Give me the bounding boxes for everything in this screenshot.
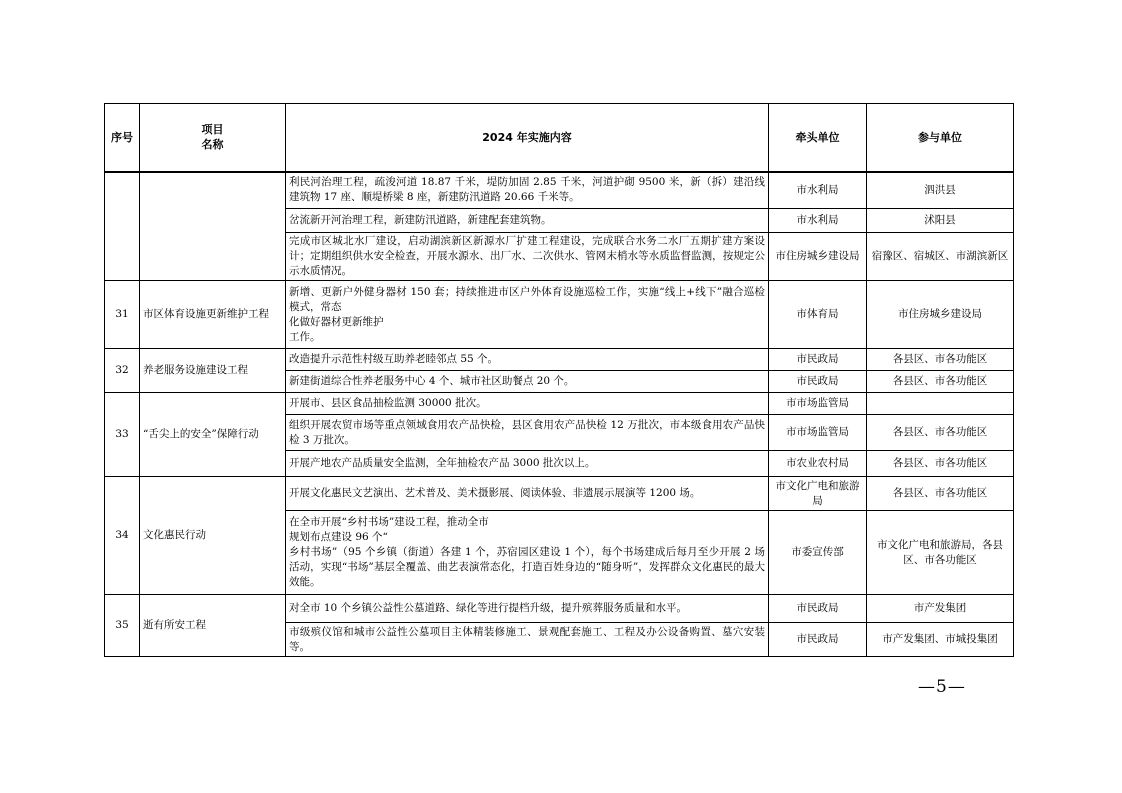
row-lead: 市市场监管局 — [769, 393, 867, 415]
row-content: 开展产地农产品质量安全监测，全年抽检农产品 3000 批次以上。 — [286, 451, 769, 477]
row-partners: 各县区、市各功能区 — [867, 451, 1014, 477]
row-partners: 市产发集团、市城投集团 — [867, 623, 1014, 657]
row-lead: 市委宣传部 — [769, 511, 867, 595]
row-name: 逝有所安工程 — [140, 595, 286, 657]
header-partners: 参与单位 — [867, 104, 1014, 172]
row-partners — [867, 393, 1014, 415]
row-partners: 宿豫区、宿城区、市湖滨新区 — [867, 233, 1014, 281]
header-content: 2024 年实施内容 — [286, 104, 769, 172]
row-partners: 市文化广电和旅游局，各县区、市各功能区 — [867, 511, 1014, 595]
row-lead: 市市场监管局 — [769, 415, 867, 451]
row-lead: 市水利局 — [769, 172, 867, 209]
table-row — [105, 349, 1014, 371]
row-lead: 市体育局 — [769, 281, 867, 349]
row-content: 对全市 10 个乡镇公益性公墓道路、绿化等进行提档升级，提升殡葬服务质量和水平。 — [286, 595, 769, 623]
header-name-line2: 名称 — [201, 138, 224, 152]
row-partners: 市住房城乡建设局 — [867, 281, 1014, 349]
row-content: 新增、更新户外健身器材 150 套；持续推进市区户外体育设施巡检工作，实施“线上+线下”融合巡检模式，常态 化做好器材更新维护 工作。 — [286, 281, 769, 349]
header-name — [140, 104, 286, 172]
row-partners: 各县区、市各功能区 — [867, 415, 1014, 451]
row-partners: 各县区、市各功能区 — [867, 477, 1014, 511]
row-lead: 市民政局 — [769, 371, 867, 393]
row-seq: 35 — [105, 595, 140, 657]
row-content: 新建街道综合性养老服务中心 4 个、城市社区助餐点 20 个。 — [286, 371, 769, 393]
row-name: 养老服务设施建设工程 — [140, 349, 286, 393]
row-partners: 各县区、市各功能区 — [867, 371, 1014, 393]
row-lead: 市民政局 — [769, 349, 867, 371]
row-content: 开展文化惠民文艺演出、艺术普及、美术摄影展、阅读体验、非遗展示展演等 1200 场。 — [286, 477, 769, 511]
row-content: 利民河治理工程，疏浚河道 18.87 千米，堤防加固 2.85 千米，河道护砌 9500 米，新（拆）建沿线建筑物 17 座、顺堤桥梁 8 座，新建防汛道路 20.66 千米等。 — [286, 172, 769, 209]
table-row — [105, 172, 1014, 209]
row-content: 组织开展农贸市场等重点领域食用农产品快检，县区食用农产品快检 12 万批次，市本级食用农产品快检 3 万批次。 — [286, 415, 769, 451]
row-content: 开展市、县区食品抽检监测 30000 批次。 — [286, 393, 769, 415]
row-seq: 34 — [105, 477, 140, 595]
row-seq: 33 — [105, 393, 140, 477]
table-header-row — [105, 104, 1014, 172]
row-content: 市级殡仪馆和城市公益性公墓项目主体精装修施工、景观配套施工、工程及办公设备购置、墓穴安装等。 — [286, 623, 769, 657]
row-lead: 市文化广电和旅游局 — [769, 477, 867, 511]
project-table — [104, 103, 1014, 657]
row-partners: 泗洪县 — [867, 172, 1014, 209]
row-lead: 市住房城乡建设局 — [769, 233, 867, 281]
row-name: 文化惠民行动 — [140, 477, 286, 595]
row-partners: 市产发集团 — [867, 595, 1014, 623]
row-content: 在全市开展“乡村书场”建设工程，推动全市 规划布点建设 96 个“ 乡村书场”（95 个乡镇（街道）各建 1 个，苏宿园区建设 1 个），每个书场建成后每月至少开展 2 场活动，实现“书场”基层全覆盖、曲艺表演常态化，打造百姓身边的“随身听”，发挥群众文化惠民的最大效能。 — [286, 511, 769, 595]
row-name-empty — [140, 172, 286, 281]
row-name: 市区体育设施更新维护工程 — [140, 281, 286, 349]
header-name-line1: 项目 — [201, 123, 224, 137]
header-seq: 序号 — [105, 104, 140, 172]
row-seq-empty — [105, 172, 140, 281]
table-row — [105, 477, 1014, 511]
row-lead: 市民政局 — [769, 623, 867, 657]
header-lead: 牵头单位 — [769, 104, 867, 172]
row-partners: 沭阳县 — [867, 209, 1014, 233]
row-partners: 各县区、市各功能区 — [867, 349, 1014, 371]
row-seq: 32 — [105, 349, 140, 393]
row-content: 岔流新开河治理工程，新建防汛道路，新建配套建筑物。 — [286, 209, 769, 233]
row-name: “舌尖上的安全”保障行动 — [140, 393, 286, 477]
row-lead: 市民政局 — [769, 595, 867, 623]
table-row — [105, 595, 1014, 623]
table-row — [105, 281, 1014, 349]
table-row — [105, 393, 1014, 415]
row-content: 完成市区城北水厂建设，启动湖滨新区新源水厂扩建工程建设，完成联合水务二水厂五期扩建方案设计；定期组织供水安全检查，开展水源水、出厂水、二次供水、管网末梢水等水质监督监测，按规定公示水质情况。 — [286, 233, 769, 281]
row-lead: 市水利局 — [769, 209, 867, 233]
row-seq: 31 — [105, 281, 140, 349]
page-number: —5— — [918, 677, 966, 697]
row-lead: 市农业农村局 — [769, 451, 867, 477]
row-content: 改造提升示范性村级互助养老睦邻点 55 个。 — [286, 349, 769, 371]
